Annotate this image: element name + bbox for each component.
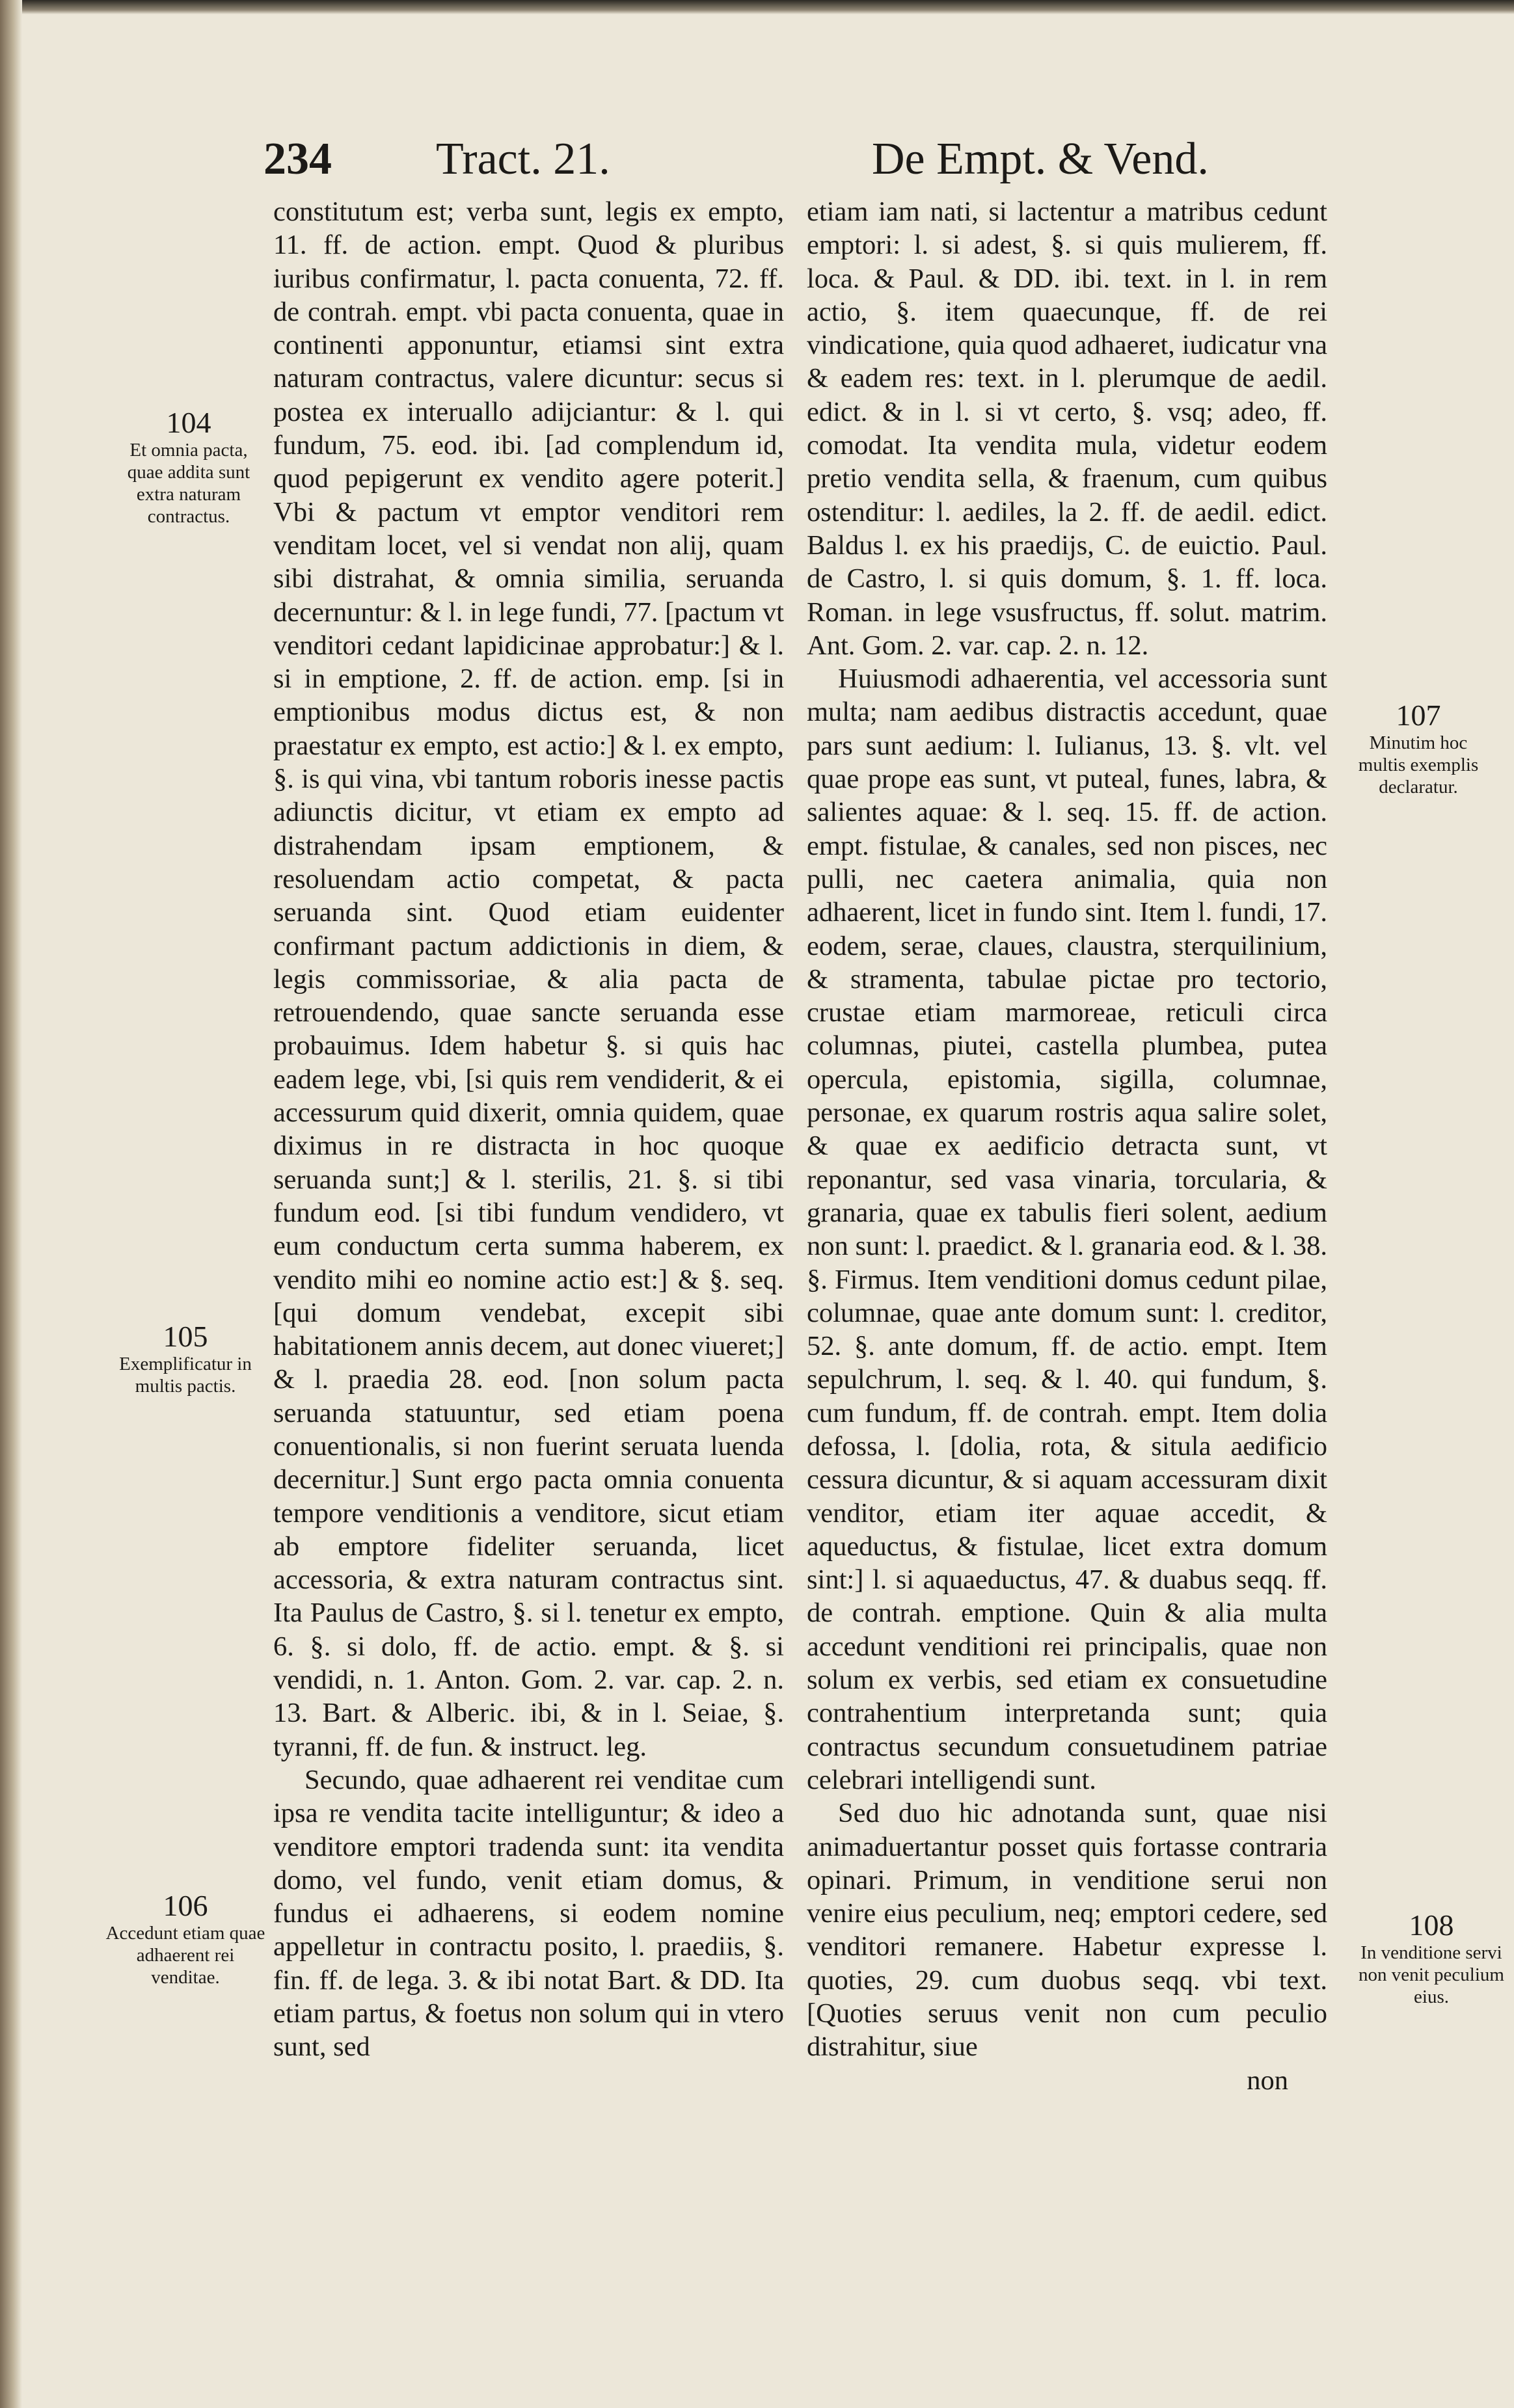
margin-note-text: Minutim hoc multis exemplis declaratur. <box>1358 732 1479 797</box>
running-header <box>264 133 1275 192</box>
margin-note-text: Exemplificatur in multis pactis. <box>119 1354 252 1397</box>
text-column-right <box>807 195 1327 2097</box>
margin-note-number: 107 <box>1396 699 1441 732</box>
margin-note <box>104 1320 267 1397</box>
margin-note <box>104 1890 267 1988</box>
book-spine-edge <box>0 0 22 2408</box>
paragraph: constitutum est; verba sunt, legis ex empto, 11. ff. de action. empt. Quod & pluribus iuribus confirmatur, l. pacta conuenta, 72. ff. de contrah. empt. vbi pacta conuenta, quae in continenti apponuntur, etiamsi sint extra naturam contractus, valere dicuntur: secus si postea ex interuallo adijciantur: & l. qui fundum, 75. eod. ibi. [ad complendum id, quod pepigerunt ex vendito agere poterit.] Vbi & pactum vt emptor venditori rem venditam locet, vel si vendat non alij, quam sibi distrahat, & omnia similia, seruanda decernuntur: & l. in lege fundi, 77. [pactum vt venditori cedant lapidicinae approbatur:] & l. si in emptione, 2. ff. de action. emp. [si in emptionibus modus dictus est, & non praestatur ex empto, est actio:] & l. ex empto, §. is qui vina, vbi tantum roboris inesse pactis adiunctis dicitur, vt etiam ex empto ad distrahendam ipsam emptionem, & resoluendam actio competat, & pacta seruanda sint. Quod etiam euidenter confirmant pactum addictionis in diem, & legis commissoriae, & alia pacta de retrouendendo, quae sancte seruanda esse probauimus. Idem habetur §. si quis hac eadem lege, vbi, [si quis rem vendiderit, & ei accessurum quid dixerit, omnia quidem, quae diximus in re distracta in hoc quoque seruanda sunt;] & l. sterilis, 21. §. si tibi fundum eod. [si tibi fundum vendidero, vt eum conductum certa summa haberem, ex vendito mihi eo nomine actio est:] & §. seq. [qui domum vendebat, excepit sibi habitationem annis decem, aut donec viueret;] & l. praedia 28. eod. [non solum pacta seruanda statuuntur, sed etiam poena conuentionalis, si non fuerint seruata luenda decernitur.] Sunt ergo pacta omnia conuenta tempore venditionis a venditore, sicut etiam ab emptore fideliter seruanda, licet accessoria, & extra naturam contractus sint. Ita Paulus de Castro, §. si l. tenetur ex empto, 6. §. si dolo, ff. de actio. empt. & §. si vendidi, n. 1. Anton. Gom. 2. var. cap. 2. n. 13. Bart. & Alberic. ibi, & in l. Seiae, §. tyranni, ff. de fun. & instruct. leg. <box>273 196 784 1762</box>
margin-note <box>1347 699 1490 798</box>
text-column-left <box>273 195 784 2064</box>
paragraph: Secundo, quae adhaerent rei venditae cum ipsa re vendita tacite intelliguntur; & ideo a venditore emptori tradenda sunt: ita vendita domo, vel fundo, venit etiam domus, & fundus ei adhaerens, si eodem nomine appelletur in contractu posito, l. praediis, §. fin. ff. de lega. 3. & ibi notat Bart. & DD. Ita etiam partus, & foetus non solum qui in vtero sunt, sed <box>273 1764 784 2063</box>
book-top-edge <box>0 0 1514 14</box>
margin-note <box>1357 1909 1506 2008</box>
margin-note-text: In venditione servi non venit peculium eius. <box>1359 1942 1504 2007</box>
page-number: 234 <box>264 134 332 184</box>
paragraph: Sed duo hic adnotanda sunt, quae nisi animaduertantur posset quis fortasse contraria opinari. Primum, in venditione serui non venire eius peculium, neq; emptori cedere, sed venditori remanere. Habetur expresse l. quoties, 29. cum duobus seqq. vbi text. [Quoties seruus venit non cum peculio distrahitur, siue <box>807 1798 1327 2063</box>
catchword: non <box>1247 2065 1288 2096</box>
margin-note-text: Accedunt etiam quae adhaerent rei venditae. <box>105 1923 265 1988</box>
margin-note-text: Et omnia pacta, quae addita sunt extra naturam contractus. <box>127 440 250 527</box>
paragraph: Huiusmodi adhaerentia, vel accessoria sunt multa; nam aedibus distractis accedunt, quae pars sunt aedium: l. Iulianus, 13. §. vlt. vel quae prope eas sunt, vt puteal, funes, labra, & salientes aquae: & l. seq. 15. ff. de action. empt. fistulae, & canales, sed non pisces, nec pulli, nec caetera animalia, quia non adhaerent, licet in fundo sint. Item l. fundi, 17. eodem, serae, claues, claustra, sterquilinium, & stramenta, tabulae pictae pro tectorio, crustae etiam marmoreae, reticuli circa columnas, piutei, castella plumbea, putea opercula, epistomia, sigilla, columnae, personae, ex quarum rostris aqua salire solet, & quae ex aedificio detracta sunt, vt reponantur, sed vasa vinaria, torcularia, & granaria, quae ex tabulis fieri solent, aedium non sunt: l. praedict. & l. granaria eod. & l. 38. §. Firmus. Item venditioni domus cedunt pilae, columnae, quae ante domum sunt: l. creditor, 52. §. ante domum, ff. de actio. empt. Item sepulchrum, l. seq. & l. 40. qui fundum, §. cum fundum, ff. de contrah. empt. Item dolia defossa, l. [dolia, rota, & situla aedificio cessura dicuntur, & si aquam accessuram dixit venditor, etiam iter aquae accedit, & aqueductus, & fistulae, licet extra domum sint:] l. si aquaeductus, 47. & duabus seqq. ff. de contrah. emptione. Quin & alia multa accedunt venditioni rei principalis, quae non solum ex verbis, sed etiam ex consuetudine contrahentium interpretanda sunt; quia contractus secundum consuetudinem patriae celebrari intelligendi sunt. <box>807 663 1327 1795</box>
paragraph: etiam iam nati, si lactentur a matribus cedunt emptori: l. si adest, §. si quis mulierem, ff. loca. & Paul. & DD. ibi. text. in l. in rem actio, §. item quaecunque, ff. de rei vindicatione, quia quod adhaeret, iudicatur vna & eadem res: text. in l. plerumque de aedil. edict. & in l. si vt certo, §. vsq; adeo, ff. comodat. Ita vendita mula, videtur eodem pretio vendita sella, & fraenum, cum quibus ostenditur: l. aediles, la 2. ff. de aedil. edict. Baldus l. ex his praedijs, C. de euictio. Paul. de Castro, l. si quis domum, §. 1. ff. loca. Roman. in lege vsusfructus, ff. solut. matrim. Ant. Gom. 2. var. cap. 2. n. 12. <box>807 196 1327 661</box>
running-title-left: Tract. 21. <box>436 134 610 184</box>
margin-note <box>111 407 267 528</box>
margin-note-number: 104 <box>166 406 211 439</box>
margin-note-number: 106 <box>163 1889 208 1922</box>
running-title-right: De Empt. & Vend. <box>872 134 1209 184</box>
margin-note-number: 105 <box>163 1320 208 1353</box>
margin-note-number: 108 <box>1409 1908 1454 1942</box>
